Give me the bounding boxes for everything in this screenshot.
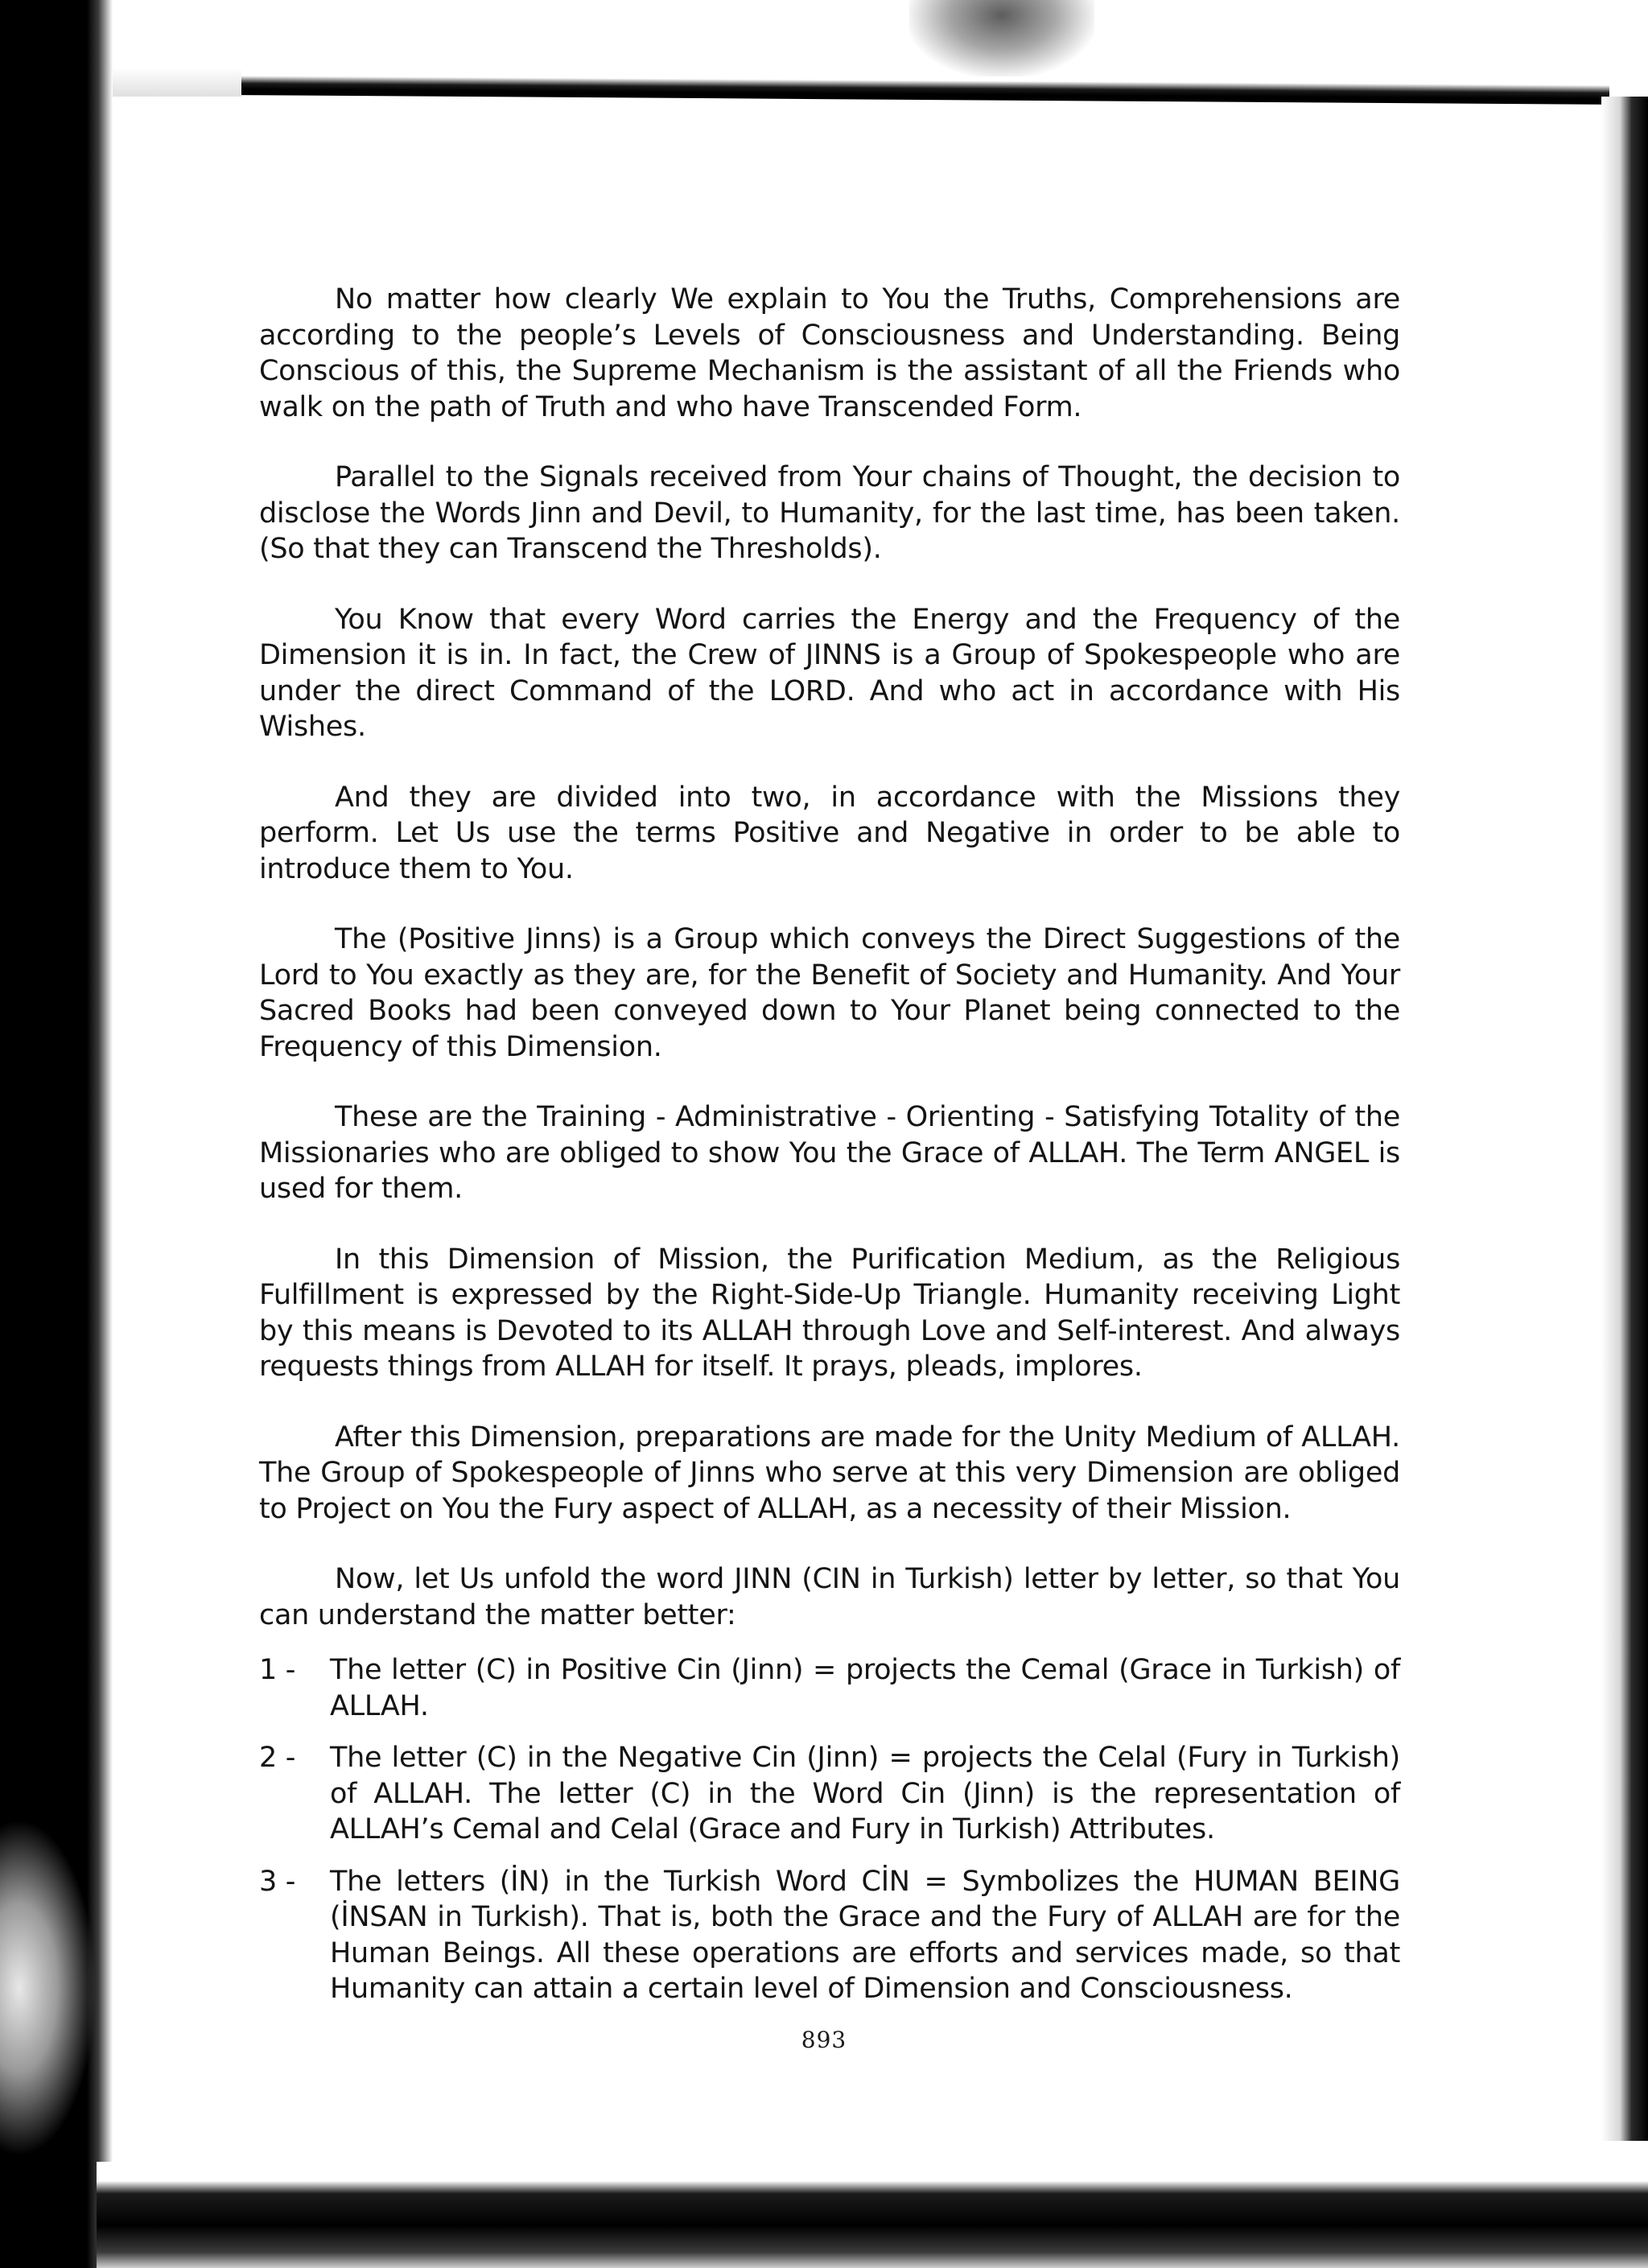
list-item-number: 3 - <box>259 1865 296 1898</box>
list-item-text: The letters (İN) in the Turkish Word CİN = Symbolizes the HUMAN BEING (İNSAN in Turkish). That is, both the Grace and the Fury of ALLAH are for the Human Beings. All these operations are efforts and services made, so that Humanity can attain a certain level of Dimension and Consciousness. <box>330 1865 1400 2005</box>
paragraph: Now, let Us unfold the word JINN (CIN in Turkish) letter by letter, so that You can understand the matter better: <box>259 1563 1400 1631</box>
paragraph: The (Positive Jinns) is a Group which conveys the Direct Suggestions of the Lord to You exactly as they are, for the Benefit of Society and Humanity. And Your Sacred Books had been conveyed down to Your Planet being connected to the Frequency of this Dimension. <box>259 923 1400 1063</box>
letter-list <box>259 1652 1400 2007</box>
list-item <box>259 1740 1400 1848</box>
paragraph: No matter how clearly We explain to You the Truths, Comprehensions are according to the people’s Levels of Consciousness and Understanding. Being Conscious of this, the Supreme Mechanism is the assistant of all the Friends who walk on the path of Truth and who have Transcended Form. <box>259 283 1400 423</box>
paragraph: In this Dimension of Mission, the Purification Medium, as the Religious Fulfillment is expressed by the Right-Side-Up Triangle. Humanity receiving Light by this means is Devoted to its ALLAH through Love and Self-interest. And always requests things from ALLAH for itself. It prays, pleads, implores. <box>259 1243 1400 1383</box>
list-item <box>259 1652 1400 1724</box>
paragraph: These are the Training - Administrative - Orienting - Satisfying Totality of the Missionaries who are obliged to show You the Grace of ALLAH. The Term ANGEL is used for them. <box>259 1101 1400 1205</box>
paragraph: And they are divided into two, in accordance with the Missions they perform. Let Us use the terms Positive and Negative in order to be able to introduce them to You. <box>259 781 1400 885</box>
paragraph: Parallel to the Signals received from Your chains of Thought, the decision to disclose the Words Jinn and Devil, to Humanity, for the last time, has been taken. (So that they can Transcend the Thresholds). <box>259 461 1400 565</box>
list-item-text: The letter (C) in Positive Cin (Jinn) = projects the Cemal (Grace in Turkish) of ALLAH. <box>330 1654 1400 1722</box>
paragraph: You Know that every Word carries the Energy and the Frequency of the Dimension it is in. In fact, the Crew of JINNS is a Group of Spokespeople who are under the direct Command of the LORD. And who act in accordance with His Wishes. <box>259 603 1400 743</box>
list-item-text: The letter (C) in the Negative Cin (Jinn) = projects the Celal (Fury in Turkish) of ALLAH. The letter (C) in the Word Cin (Jinn) is the representation of ALLAH’s Cemal and Celal (Grace and Fury in Turkish) Attributes. <box>330 1742 1400 1845</box>
list-item <box>259 1864 1400 2007</box>
list-item-number: 2 - <box>259 1742 296 1774</box>
page-number: 893 <box>801 2027 847 2053</box>
list-item-number: 1 - <box>259 1654 296 1686</box>
paragraph: After this Dimension, preparations are made for the Unity Medium of ALLAH. The Group of Spokespeople of Jinns who serve at this very Dimension are obliged to Project on You the Fury aspect of ALLAH, as a necessity of their Mission. <box>259 1421 1400 1525</box>
body-text <box>259 282 1400 2023</box>
